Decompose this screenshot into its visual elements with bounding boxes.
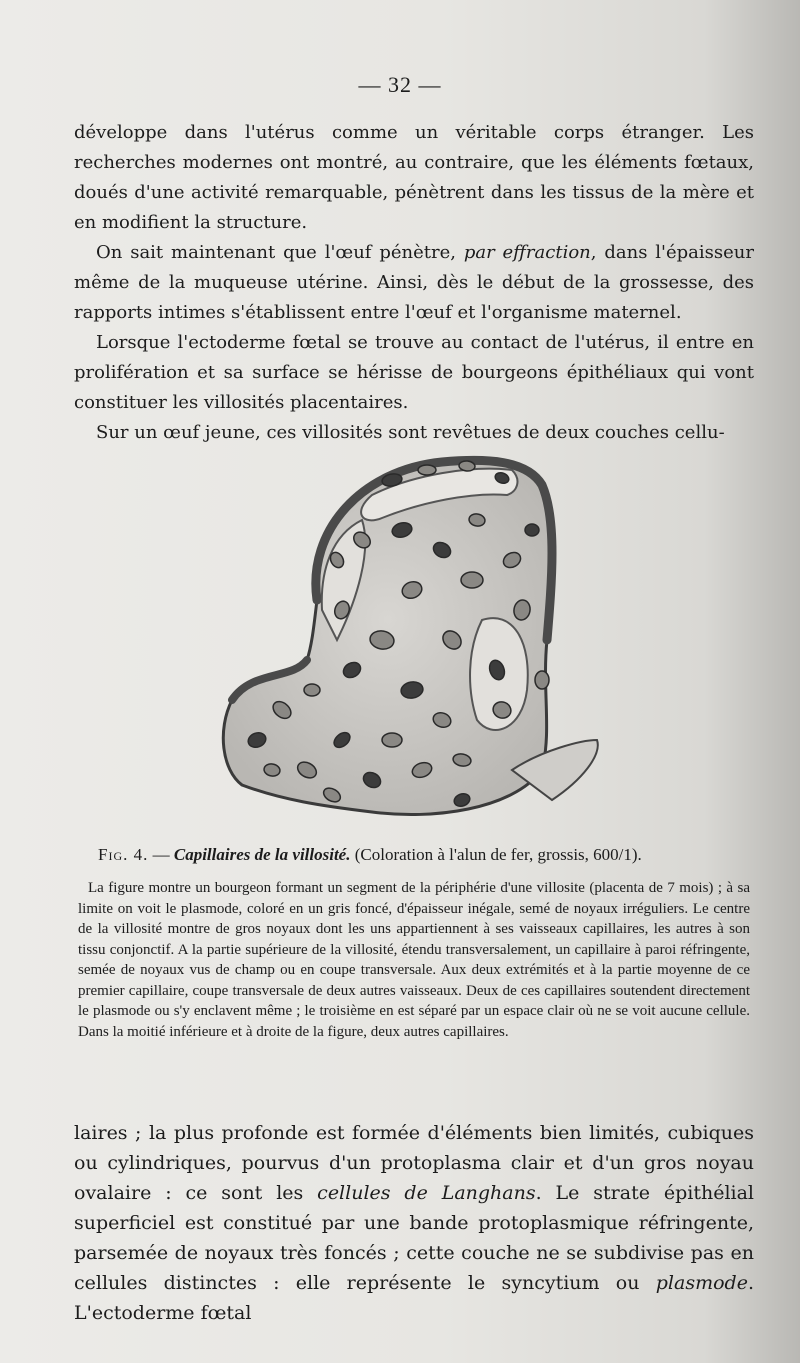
nucleus: [459, 460, 476, 471]
nucleus: [461, 572, 483, 588]
paragraph-2: On sait maintenant que l'œuf pénètre, par effraction, dans l'épaisseur même de la muqueuse utérine. Ainsi, dès le début de la grossesse, des rapports intimes s'établissent entre l'œuf et l'organisme maternel.: [74, 242, 754, 323]
figure-label: Fig. 4.: [98, 845, 149, 864]
villosity-drawing: [212, 440, 612, 825]
figure-illustration: [212, 440, 612, 825]
figure-title: Capillaires de la villosité.: [173, 845, 351, 864]
nucleus: [382, 733, 402, 747]
top-text-block: [74, 118, 754, 448]
figure-dash: —: [148, 845, 174, 864]
figure-detail: (Coloration à l'alun de fer, grossis, 600/1).: [350, 845, 642, 864]
bottom-text-block: [74, 1118, 754, 1328]
nucleus: [535, 671, 549, 689]
nucleus: [418, 465, 436, 475]
paragraph-4: Sur un œuf jeune, ces villosités sont revêtues de deux couches cellu-: [96, 422, 725, 443]
nucleus: [304, 684, 320, 696]
figure-caption: [98, 843, 758, 867]
paragraph-5: laires ; la plus profonde est formée d'éléments bien limités, cubiques ou cylindriques, pourvus d'un protoplasma clair et d'un gros noyau ovalaire : ce sont les cellules de Langhans. Le strate épithélial superficiel est constitué par une bande protoplasmique réfringente, parsemée de noyaux très foncés ; cette couche ne se subdivise pas en cellules distinctes : elle représente le syncytium ou plasmode. L'ectoderme fœtal: [74, 1122, 755, 1324]
paragraph-1: développe dans l'utérus comme un véritable corps étranger. Les recherches modernes ont montré, au contraire, que les éléments fœtaux, doués d'une activité remarquable, pénètrent dans les tissus de la mère et en modifient la structure.: [74, 122, 754, 233]
nucleus: [525, 524, 539, 536]
page-number: — 32 —: [358, 72, 442, 97]
paragraph-3: Lorsque l'ectoderme fœtal se trouve au contact de l'utérus, il entre en prolifération et sa surface se hérisse de bourgeons épithéliaux qui vont constituer les villosités placentaires.: [74, 332, 754, 413]
figure-legend: La figure montre un bourgeon formant un segment de la périphérie d'une villosite (placenta de 7 mois) ; à sa limite on voit le plasmode, coloré en un gris foncé, d'épaisseur inégale, semé de noyaux irréguliers. Le centre de la villosité montre de gros noyaux dont les uns appartiennent à ses vaisseaux capillaires, les autres à son tissu conjonctif. A la partie supérieure de la villosité, étendu transversalement, un capillaire à paroi réfringente, semée de noyaux vus de champ ou en coupe transversale. Aux deux extrémités et à la partie moyenne de ce premier capillaire, coupe transversale de deux autres vaisseaux. Deux de ces capillaires soutendent directement le plasmode ou s'y enclavent même ; le troisième en est séparé par un espace clair où ne se voit aucune cellule. Dans la moitié inférieure et à droite de la figure, deux autres capillaires.: [78, 880, 750, 1040]
